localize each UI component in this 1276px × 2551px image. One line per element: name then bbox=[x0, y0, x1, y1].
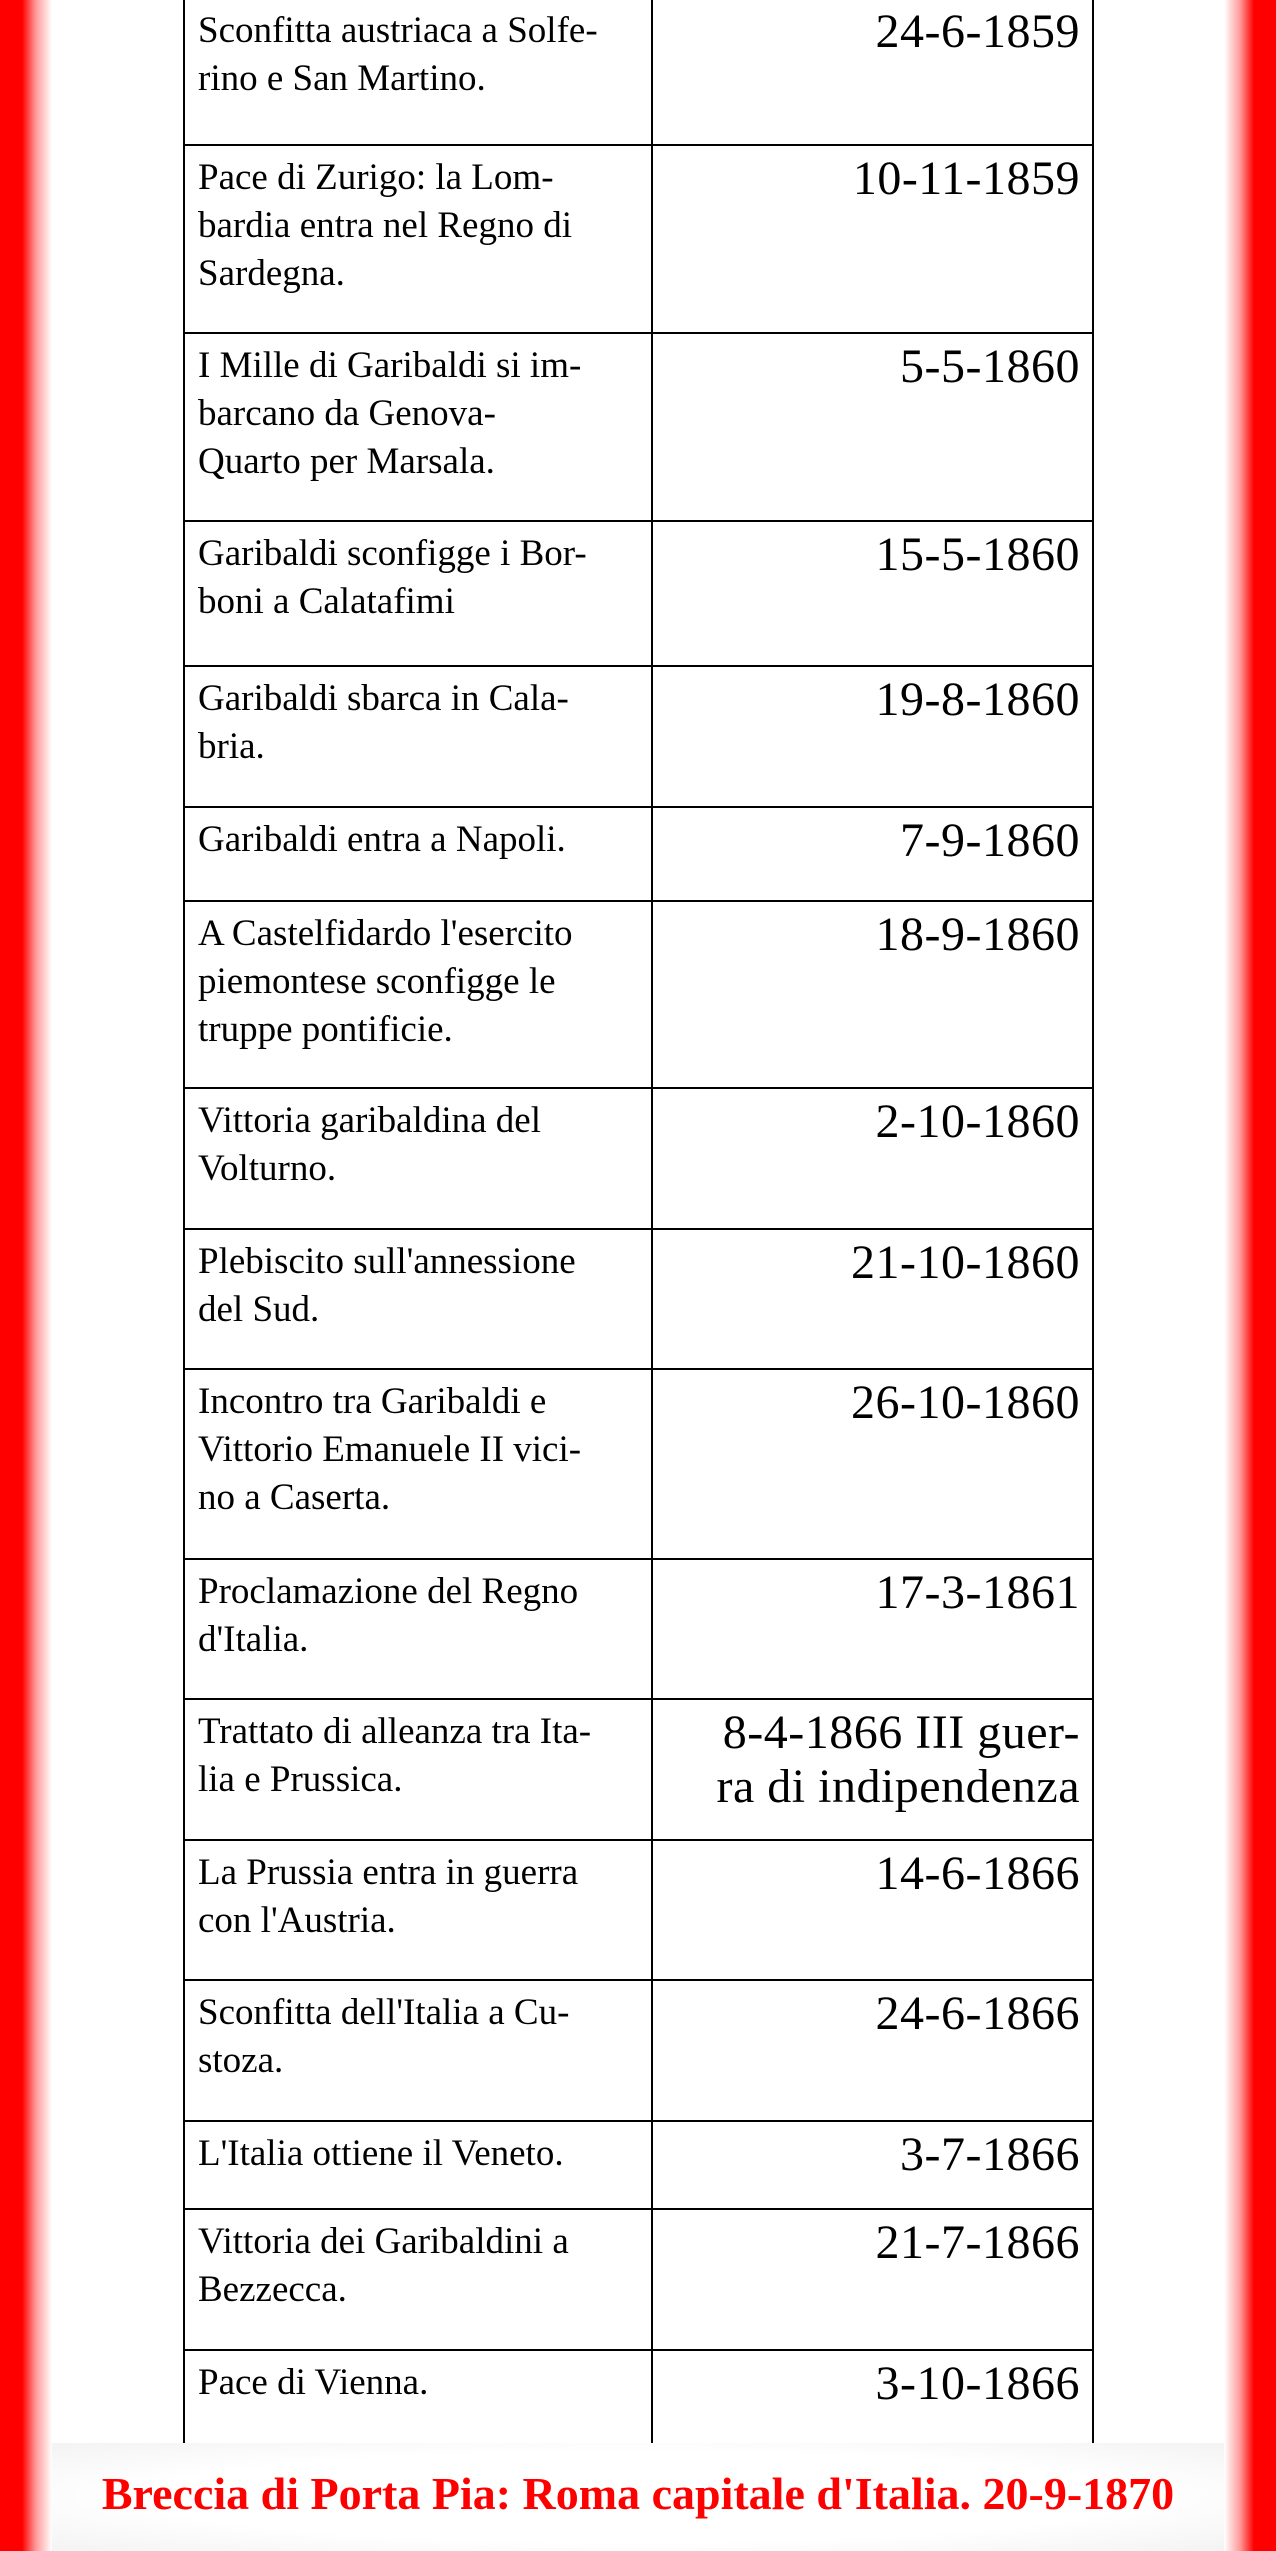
date-cell bbox=[652, 901, 1093, 1088]
timeline-row bbox=[184, 1229, 1093, 1369]
date-text: 15-5-1860 bbox=[875, 528, 1080, 581]
date-text: 7-9-1860 bbox=[900, 814, 1080, 867]
event-text: Garibaldi sconfigge i Bor- boni a Calatafimi bbox=[198, 533, 587, 622]
date-cell bbox=[652, 2209, 1093, 2350]
event-cell bbox=[184, 901, 652, 1088]
event-text: Incontro tra Garibaldi e Vittorio Emanuele II vici- no a Caserta. bbox=[198, 1381, 582, 1518]
timeline-row bbox=[184, 1980, 1093, 2121]
timeline-row bbox=[184, 807, 1093, 901]
date-text: 17-3-1861 bbox=[875, 1566, 1080, 1619]
event-text: Sconfitta dell'Italia a Cu- stoza. bbox=[198, 1992, 570, 2081]
date-cell bbox=[652, 2350, 1093, 2444]
date-cell bbox=[652, 333, 1093, 521]
event-cell bbox=[184, 145, 652, 333]
event-text: La Prussia entra in guerra con l'Austria. bbox=[198, 1852, 579, 1941]
timeline-row bbox=[184, 1088, 1093, 1229]
timeline-row bbox=[184, 2209, 1093, 2350]
footer-banner bbox=[52, 2443, 1224, 2551]
event-text: A Castelfidardo l'esercito piemontese sconfigge le truppe pontificie. bbox=[198, 913, 573, 1050]
date-cell bbox=[652, 0, 1093, 145]
date-text: 2-10-1860 bbox=[875, 1095, 1080, 1148]
event-text: Proclamazione del Regno d'Italia. bbox=[198, 1571, 579, 1660]
event-cell bbox=[184, 1980, 652, 2121]
date-text: 18-9-1860 bbox=[875, 908, 1080, 961]
date-text: 5-5-1860 bbox=[900, 340, 1080, 393]
timeline-row bbox=[184, 521, 1093, 666]
event-text: Garibaldi sbarca in Cala- bria. bbox=[198, 678, 569, 767]
event-cell bbox=[184, 1088, 652, 1229]
event-cell bbox=[184, 0, 652, 145]
event-text: Pace di Zurigo: la Lom- bardia entra nel Regno di Sardegna. bbox=[198, 157, 572, 294]
event-cell bbox=[184, 521, 652, 666]
event-cell bbox=[184, 1840, 652, 1980]
date-cell bbox=[652, 1980, 1093, 2121]
date-cell bbox=[652, 2121, 1093, 2209]
date-cell bbox=[652, 1229, 1093, 1369]
date-text: 3-10-1866 bbox=[875, 2357, 1080, 2410]
date-cell bbox=[652, 1088, 1093, 1229]
timeline-row bbox=[184, 1840, 1093, 1980]
date-cell bbox=[652, 1840, 1093, 1980]
timeline-row bbox=[184, 901, 1093, 1088]
timeline-row bbox=[184, 666, 1093, 807]
date-text: 10-11-1859 bbox=[852, 152, 1080, 205]
date-text: 24-6-1866 bbox=[875, 1987, 1080, 2040]
date-text: 19-8-1860 bbox=[875, 673, 1080, 726]
event-cell bbox=[184, 2350, 652, 2444]
timeline-row bbox=[184, 2121, 1093, 2209]
timeline-row bbox=[184, 0, 1093, 145]
event-text: I Mille di Garibaldi si im- barcano da Genova- Quarto per Marsala. bbox=[198, 345, 582, 482]
event-text: Trattato di alleanza tra Ita- lia e Prussica. bbox=[198, 1711, 592, 1800]
date-text: 14-6-1866 bbox=[875, 1847, 1080, 1900]
date-text: 21-10-1860 bbox=[851, 1236, 1080, 1289]
date-cell bbox=[652, 521, 1093, 666]
date-text: 21-7-1866 bbox=[875, 2216, 1080, 2269]
date-cell bbox=[652, 1559, 1093, 1699]
timeline-row bbox=[184, 1699, 1093, 1840]
event-text: Plebiscito sull'annessione del Sud. bbox=[198, 1241, 576, 1330]
event-cell bbox=[184, 2121, 652, 2209]
event-cell bbox=[184, 1369, 652, 1559]
footer-caption: Breccia di Porta Pia: Roma capitale d'Italia. 20-9-1870 bbox=[101, 2468, 1175, 2519]
event-cell bbox=[184, 1559, 652, 1699]
date-cell bbox=[652, 145, 1093, 333]
date-text: 3-7-1866 bbox=[900, 2128, 1080, 2181]
event-cell bbox=[184, 1699, 652, 1840]
date-cell bbox=[652, 1369, 1093, 1559]
event-cell bbox=[184, 333, 652, 521]
event-text: Vittoria dei Garibaldini a Bezzecca. bbox=[198, 2221, 569, 2310]
event-cell bbox=[184, 2209, 652, 2350]
event-text: Pace di Vienna. bbox=[198, 2362, 429, 2403]
timeline-row bbox=[184, 1559, 1093, 1699]
timeline-row bbox=[184, 145, 1093, 333]
timeline-row bbox=[184, 333, 1093, 521]
event-text: Sconfitta austriaca a Solfe- rino e San Martino. bbox=[198, 10, 598, 99]
event-cell bbox=[184, 807, 652, 901]
date-text: 8-4-1866 III guer- ra di indipendenza bbox=[716, 1706, 1080, 1813]
date-cell bbox=[652, 1699, 1093, 1840]
timeline-table bbox=[183, 0, 1094, 2445]
event-text: L'Italia ottiene il Veneto. bbox=[198, 2133, 564, 2174]
timeline-row bbox=[184, 1369, 1093, 1559]
timeline-body bbox=[184, 0, 1093, 2444]
date-cell bbox=[652, 666, 1093, 807]
event-text: Garibaldi entra a Napoli. bbox=[198, 819, 566, 860]
date-text: 24-6-1859 bbox=[875, 5, 1080, 58]
event-cell bbox=[184, 666, 652, 807]
timeline-row bbox=[184, 2350, 1093, 2444]
date-text: 26-10-1860 bbox=[851, 1376, 1080, 1429]
event-text: Vittoria garibaldina del Volturno. bbox=[198, 1100, 541, 1189]
date-cell bbox=[652, 807, 1093, 901]
event-cell bbox=[184, 1229, 652, 1369]
